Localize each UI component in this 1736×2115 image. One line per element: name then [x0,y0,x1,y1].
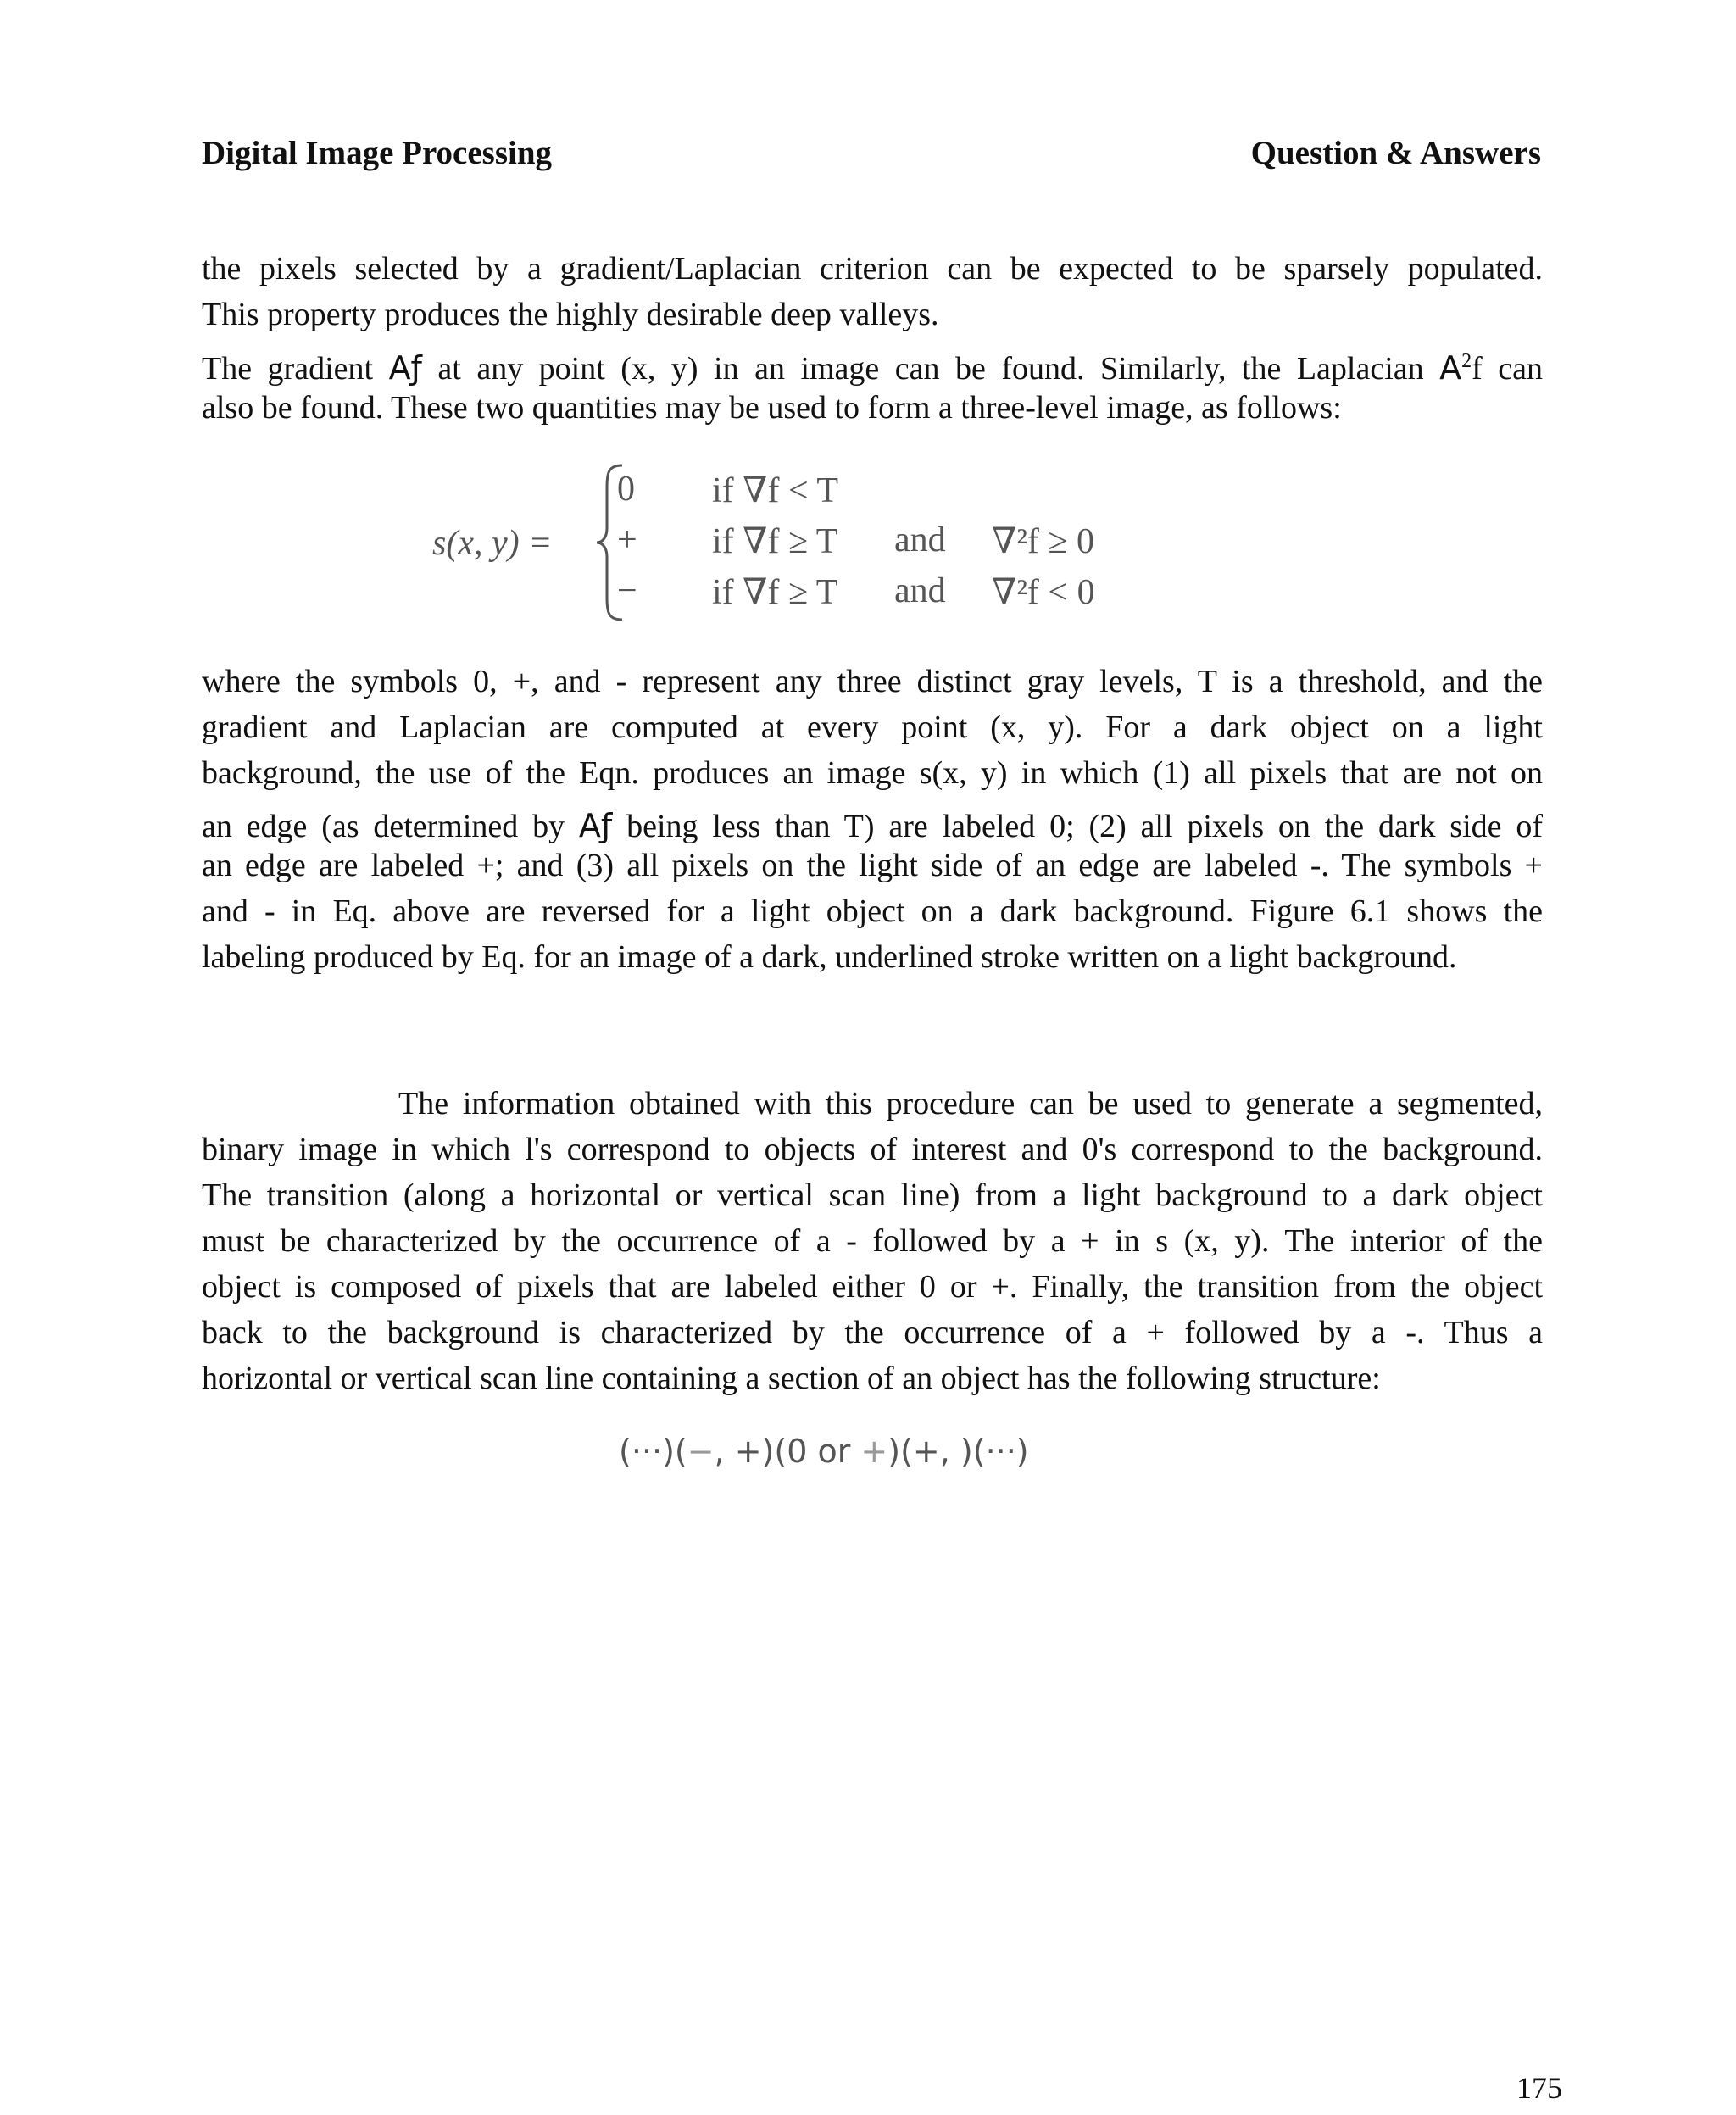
paragraph-4 [202,1081,1543,1401]
paragraph-line: also be found. These two quantities may be used to form a three-level image, as follows: [202,390,1342,426]
row-and: and [894,571,946,610]
gradient-symbol: Aƒ [578,807,613,844]
row-condition: if ∇f ≥ T [712,573,838,612]
row-laplacian: ∇²f < 0 [992,573,1095,612]
paragraph-line: the pixels selected by a gradient/Laplacian criterion can be expected to be sparsely populated. [202,251,1543,287]
header-title: Digital Image Processing [202,135,553,171]
eq-part: − [687,1433,715,1470]
paragraph-line [202,348,1543,388]
header-section: Question & Answers [1250,135,1541,171]
paragraph-line: gradient and Laplacian are computed at every point (x, y). For a dark object on a light [202,710,1543,745]
paragraph-line: object is composed of pixels that are labeled either 0 or +. Finally, the transition from the object [202,1269,1543,1305]
row-and: and [894,520,946,559]
text-run: f can [1472,351,1543,387]
paragraph-line: The information obtained with this procedure can be used to generate a segmented, [398,1086,1543,1122]
text-run: The gradient [202,351,374,387]
row-value: + [617,520,637,559]
equation-three-level [432,462,1127,623]
paragraph-line: and - in Eq. above are reversed for a light object on a dark background. Figure 6.1 shows the [202,893,1543,929]
paragraph-3 [202,659,1543,980]
paragraph-1 [202,246,1543,337]
paragraph-line: binary image in which l's correspond to objects of interest and 0's correspond to the background. [202,1132,1543,1167]
row-value: 0 [617,470,635,509]
paragraph-line: The transition (along a horizontal or vertical scan line) from a light background to a dark object [202,1177,1543,1213]
paragraph-line: horizontal or vertical scan line containing a section of an object has the following structure: [202,1361,1381,1396]
eq-part: )(+, )(···) [887,1433,1029,1470]
paragraph-2 [202,348,1543,427]
equation-lhs: s(x, y) = [432,524,553,563]
paragraph-line: background, the use of the Eqn. produces an image s(x, y) in which (1) all pixels that are not on [202,755,1543,791]
paragraph-line: back to the background is characterized by the occurrence of a + followed by a -. Thus a [202,1315,1543,1350]
text-run: an edge (as determined by [202,809,565,844]
row-condition: if ∇f ≥ T [712,522,838,561]
paragraph-line: must be characterized by the occurrence of a - followed by a + in s (x, y). The interior of the [202,1223,1543,1259]
paragraph-line: where the symbols 0, +, and - represent any three distinct gray levels, T is a threshold, and the [202,664,1543,699]
row-laplacian: ∇²f ≥ 0 [992,522,1094,561]
text-run: being less than T) are labeled 0; (2) all pixels on the dark side of [626,809,1543,844]
eq-part: , +)(0 or [714,1433,861,1470]
equation-scan-line-structure [619,1433,1029,1470]
paragraph-line: an edge are labeled +; and (3) all pixels on the light side of an edge are labeled -. The symbols + [202,848,1543,883]
eq-part: + [860,1433,888,1470]
row-condition: if ∇f < T [712,471,839,510]
page-number: 175 [1516,2071,1562,2105]
row-value: − [617,571,637,610]
superscript: 2 [1461,350,1472,372]
text-run: at any point (x, y) in an image can be found. Similarly, the Laplacian [437,351,1424,387]
eq-part: (···)( [619,1433,687,1470]
paragraph-line: labeling produced by Eq. for an image of a dark, underlined stroke written on a light background. [202,939,1457,975]
laplacian-symbol: A [1439,349,1462,387]
paragraph-line: This property produces the highly desirable deep valleys. [202,297,939,332]
gradient-symbol: Aƒ [388,349,422,387]
